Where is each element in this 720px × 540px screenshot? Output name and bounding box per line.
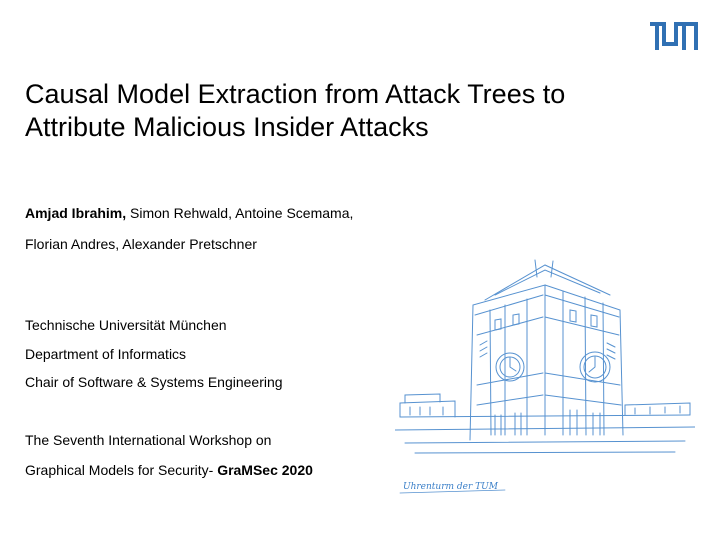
co-authors-line-2: Florian Andres, Alexander Pretschner xyxy=(25,236,257,252)
university-name: Technische Universität München xyxy=(25,317,227,333)
title-line-1: Causal Model Extraction from Attack Trees to xyxy=(25,79,566,109)
tum-logo xyxy=(650,22,698,50)
sketch-caption: Uhrenturm der TUM xyxy=(403,482,498,492)
workshop-info xyxy=(25,425,313,485)
co-authors-line-1: Simon Rehwald, Antoine Scemama, xyxy=(126,205,354,221)
author-list xyxy=(25,198,353,260)
department-name: Department of Informatics xyxy=(25,345,187,362)
slide-title xyxy=(25,78,665,144)
clock-tower-sketch xyxy=(395,255,695,505)
workshop-acronym: GraMSec 2020 xyxy=(217,462,313,478)
affiliation xyxy=(25,311,283,397)
chair-name: Chair of Software & Systems Engineering xyxy=(25,374,283,390)
workshop-line-2: Graphical Models for Security- xyxy=(25,462,218,478)
title-line-2: Attribute Malicious Insider Attacks xyxy=(25,112,429,142)
workshop-line-1: The Seventh International Workshop on xyxy=(25,432,272,448)
presenting-author: Amjad Ibrahim, xyxy=(25,205,127,221)
